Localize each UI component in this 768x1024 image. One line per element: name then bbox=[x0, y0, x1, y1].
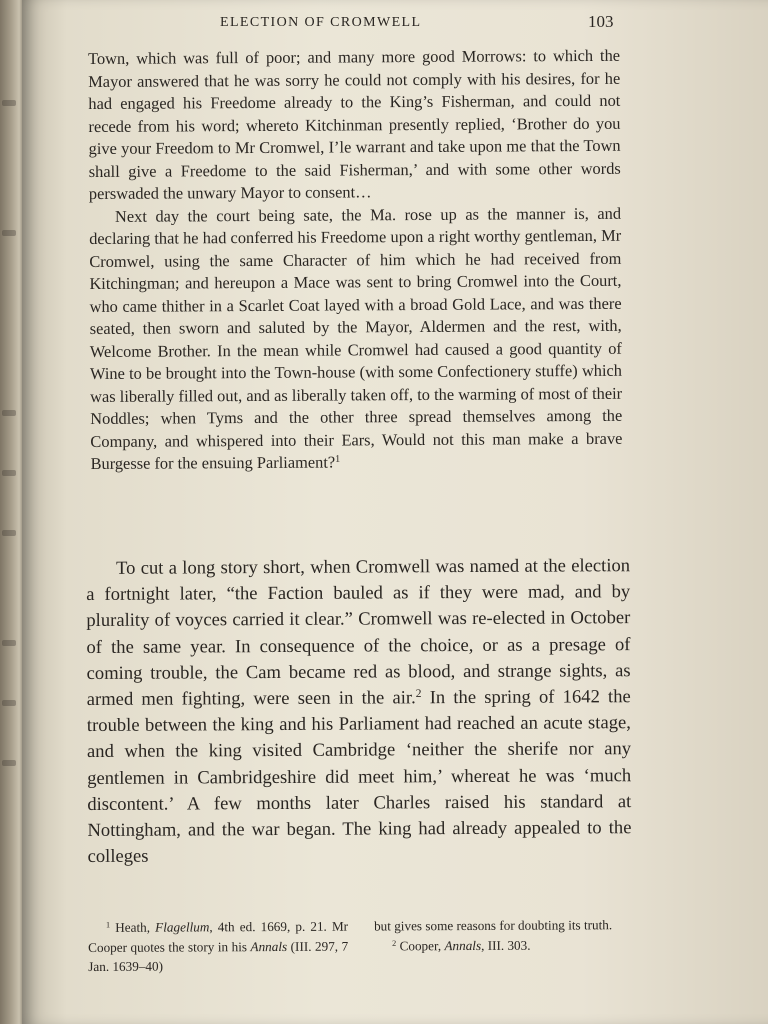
page-number: 103 bbox=[588, 12, 614, 31]
block-quotation bbox=[88, 45, 623, 476]
facing-page-edge bbox=[0, 0, 24, 1024]
footnote-column-left bbox=[88, 917, 348, 977]
footnote-2 bbox=[374, 935, 634, 956]
facing-page-text-fragment bbox=[2, 640, 16, 646]
body-paragraph bbox=[86, 553, 632, 870]
main-text bbox=[86, 553, 632, 870]
body-text-part-1: To cut a long story short, when Cromwell was named at the election a fortnight later, “the Faction bauled as if they were mad, and by plurality of voyces carried it clear.” Cromwell was re-elected in October of the same year. In consequence of the choice, or as a presage of coming trouble, the Cam became red as blood, and strange sights, as armed men fighting, were seen in the air. bbox=[86, 555, 631, 711]
footnote-1-text2: (III. 297, 7 Jan. 1639–40) bbox=[88, 938, 349, 974]
facing-page-text-fragment bbox=[2, 410, 16, 416]
running-head bbox=[22, 12, 768, 36]
footnotes bbox=[88, 915, 634, 976]
footnote-1-marker: 1 bbox=[106, 920, 111, 930]
facing-page-text-fragment bbox=[2, 760, 16, 766]
footnote-column-right bbox=[374, 915, 634, 975]
body-text-part-2: In the spring of 1642 the trouble between the king and his Parliament had reached an acute stage, and when the king visited Cambridge ‘neither the sherife nor any gentlemen in Cambridgeshire did meet him,’ whereat he was ‘much discontent.’ A few months later Charles raised his standard at Nottingham, and the war began. The king had already appealed to the colleges bbox=[86, 686, 632, 868]
facing-page-text-fragment bbox=[2, 470, 16, 476]
facing-page-text-fragment bbox=[2, 530, 16, 536]
facing-page-text-fragment bbox=[2, 230, 16, 236]
footnote-1 bbox=[88, 917, 348, 977]
quote-paragraph-1: Town, which was full of poor; and many more good Morrows: to which the Mayor answered that he was sorry he could not comply with his desires, for he had engaged his Freedome already to the King’s Fisherman, and could not recede from his word; whereto Kitchinman presently replied, ‘Brother do you give your Freedom to Mr Cromwel, I’le warrant and take upon me that the Town shall give a Freedome to the said Fisherman,’ and with some other words perswaded the unwary Mayor to consent… bbox=[88, 45, 621, 203]
facing-page-text-fragment bbox=[2, 100, 16, 106]
footnote-1-author: Heath, bbox=[115, 919, 151, 935]
footnote-2-work: Annals bbox=[444, 937, 482, 953]
footnote-2-marker: 2 bbox=[392, 938, 397, 948]
facing-page-text-fragment bbox=[2, 700, 16, 706]
footnote-2-text: , III. 303. bbox=[481, 937, 531, 953]
footnote-2-author: Cooper, bbox=[399, 937, 442, 953]
footnote-1-work2: Annals bbox=[250, 938, 288, 954]
footnote-1-continuation: but gives some reasons for doubting its truth. bbox=[374, 917, 613, 934]
footnote-ref-2: 2 bbox=[415, 687, 422, 700]
book-page bbox=[22, 0, 768, 1024]
quote-paragraph-2 bbox=[89, 202, 623, 475]
running-title: ELECTION OF CROMWELL bbox=[220, 15, 422, 30]
footnote-1-work: Flagellum bbox=[155, 919, 210, 935]
quote-paragraph-2-text: Next day the court being sate, the Ma. rose up as the manner is, and declaring that he had conferred his Freedome upon a right worthy gentleman, Mr Cromwel, using the same Character of him which he had received from Kitchingman; and hereupon a Mace was sent to bring Cromwel into the Court, who came thither in a Scarlet Coat layed with a broad Gold Lace, and was there seated, then sworn and saluted by the Mayor, Aldermen and the rest, with, Welcome Brother. In the mean while Cromwel had caused a good quantity of Wine to be brought into the Town-house (with some Confectionery stuffe) which was liberally filled out, and as liberally taken off, to the warming of most of their Noddles; when Tyms and the other three spread themselves among the Company, and whispered into their Ears, Would not this man make a brave Burgesse for the ensuing Parliament? bbox=[89, 203, 623, 473]
footnote-ref-1: 1 bbox=[335, 453, 341, 465]
footnote-1-text: , 4th ed. 1669, p. 21. Mr Cooper quotes the story in his bbox=[88, 918, 349, 955]
